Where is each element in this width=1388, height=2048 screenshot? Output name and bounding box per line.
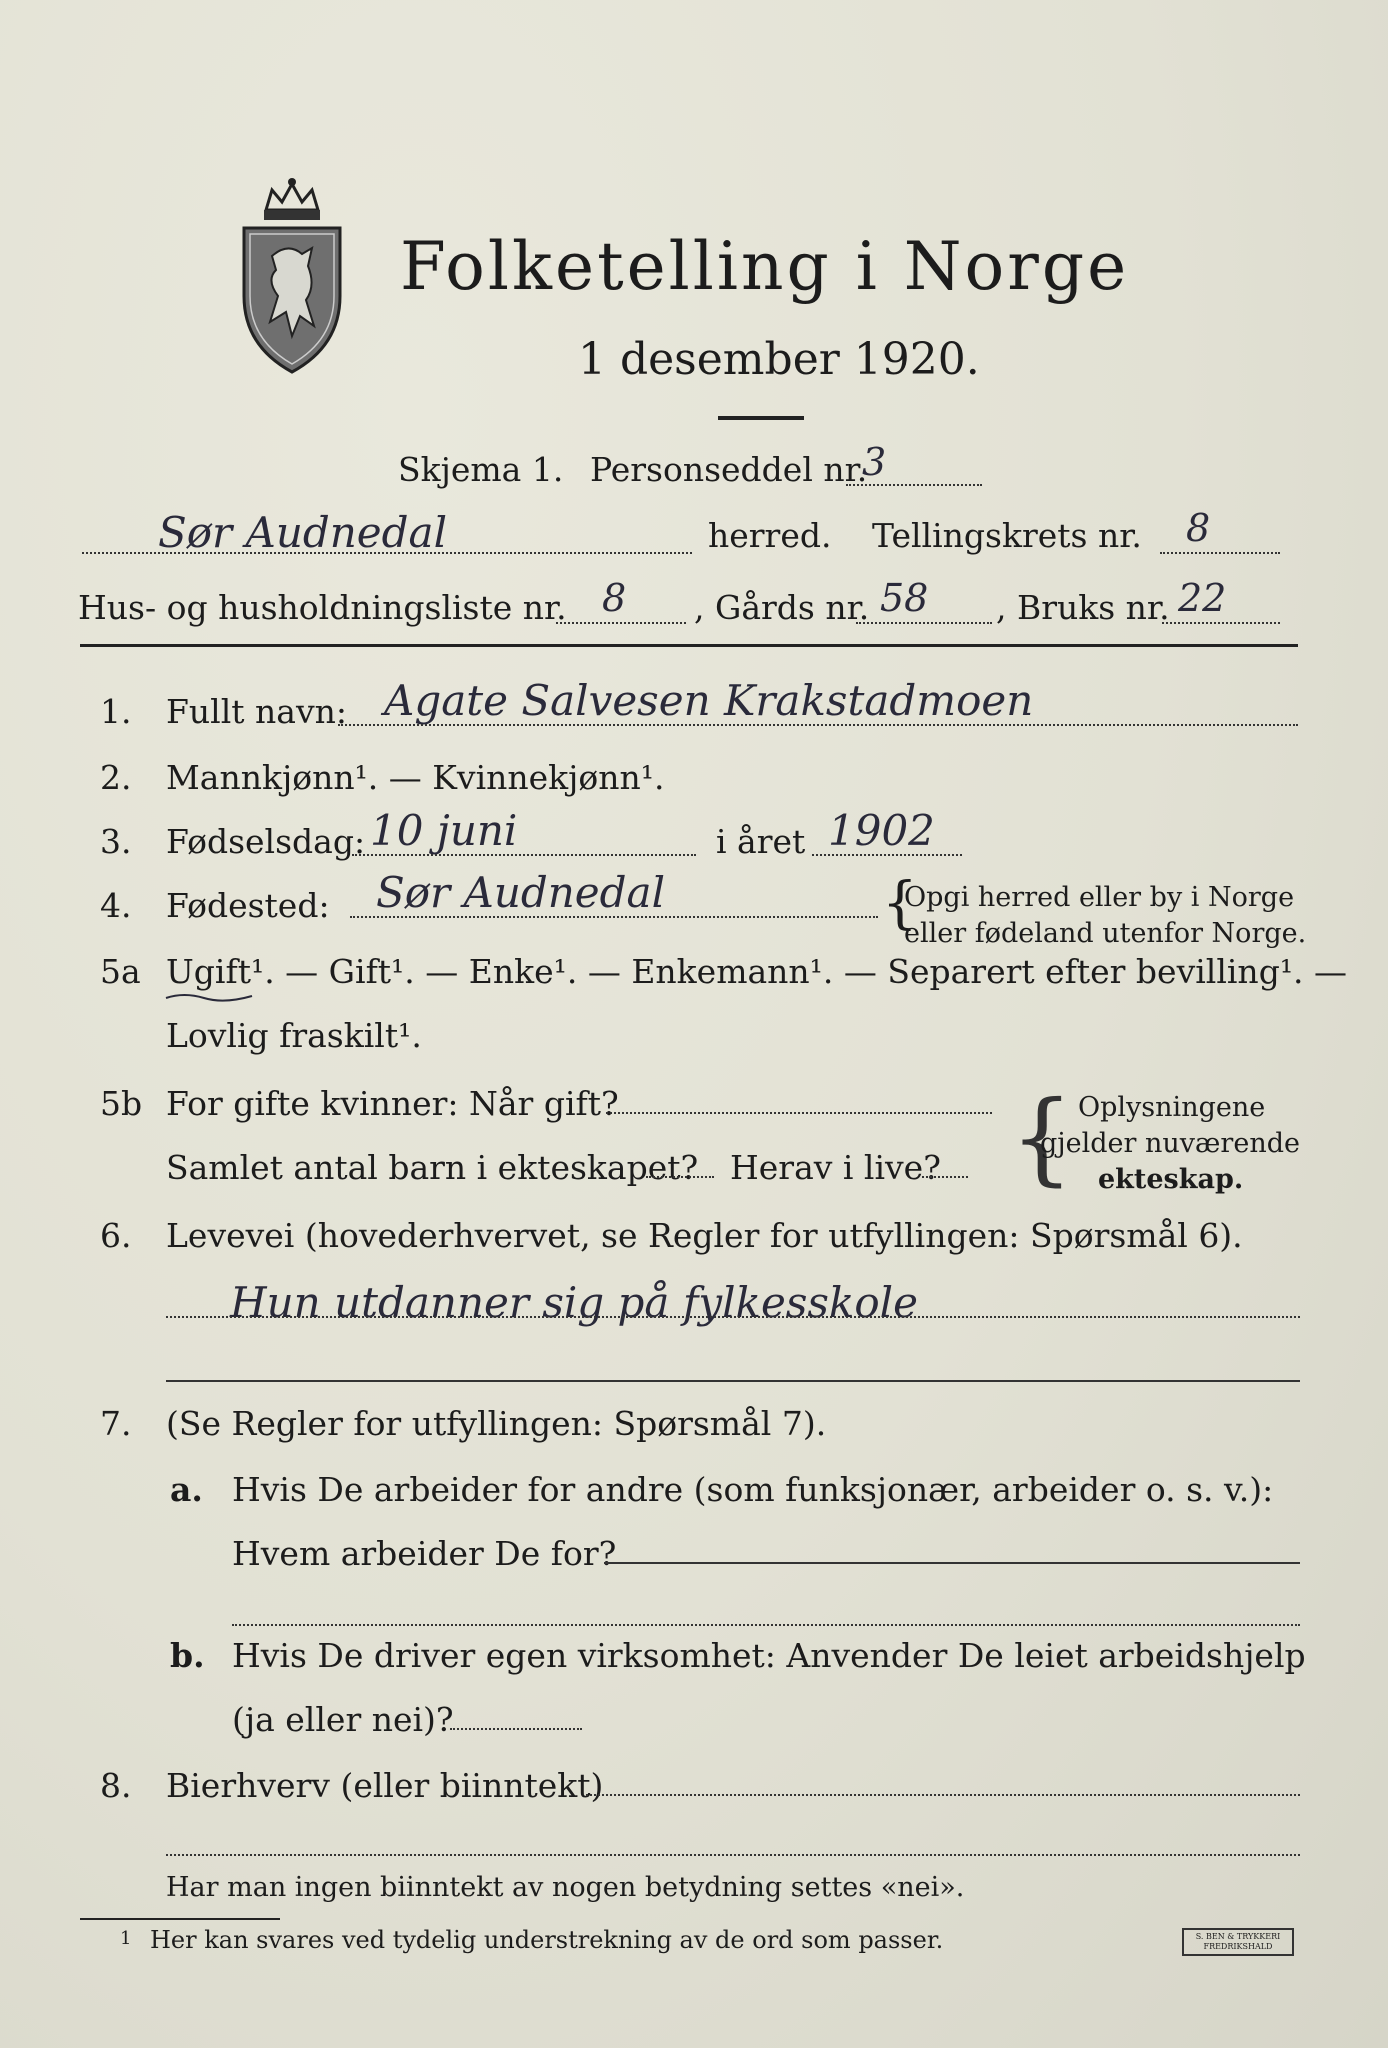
bruks-value[interactable]: 22 (1178, 576, 1227, 620)
q3-birthday-value[interactable]: 10 juni (370, 806, 518, 855)
tellingskrets-label: Tellingskrets nr. (872, 516, 1142, 555)
q7b-letter: b. (170, 1636, 205, 1675)
q3-year-value[interactable]: 1902 (828, 806, 935, 855)
q7b-dotted-line[interactable] (450, 1728, 582, 1730)
census-date: 1 desember 1920. (578, 334, 980, 385)
q1-label: Fullt navn: (166, 692, 347, 731)
herred-label: herred. (708, 516, 832, 555)
q5b-alive-dotted-line[interactable] (922, 1176, 968, 1178)
q1-number: 1. (100, 692, 132, 731)
norwegian-coat-of-arms-icon (236, 176, 348, 376)
q4-birthplace-value[interactable]: Sør Audnedal (376, 868, 666, 917)
printer-stamp: S. BEN & TRYKKERI FREDRIKSHALD (1182, 1928, 1294, 1956)
q8-label: Bierhverv (eller biinntekt) (166, 1766, 604, 1805)
q5a-number: 5a (100, 952, 141, 991)
q6-dotted-line-1 (166, 1316, 1300, 1318)
q5b-number: 5b (100, 1084, 143, 1123)
q2-sex-options[interactable]: Mannkjønn¹. — Kvinnekjønn¹. (166, 758, 665, 797)
q5b-children-label: Samlet antal barn i ekteskapet? (166, 1148, 699, 1187)
q3-day-dotted-line (352, 854, 696, 856)
bruks-label: , Bruks nr. (996, 588, 1170, 627)
q7-number: 7. (100, 1404, 132, 1443)
q8-dotted-line[interactable] (586, 1794, 1300, 1796)
q7a-extra-line[interactable] (232, 1624, 1300, 1626)
q6-number: 6. (100, 1216, 132, 1255)
q8-dotted-line-2[interactable] (166, 1854, 1300, 1856)
gards-label: , Gårds nr. (694, 588, 870, 627)
bruks-dotted-line (1162, 622, 1280, 624)
q1-full-name-value[interactable]: Agate Salvesen Krakstadmoen (384, 676, 1034, 725)
ugift-underline-mark (164, 990, 256, 1004)
footnote-rule (80, 1918, 280, 1920)
q5b-children-dotted-line[interactable] (646, 1176, 714, 1178)
q3-number: 3. (100, 822, 132, 861)
q5a-marital-options[interactable]: Ugift¹. — Gift¹. — Enke¹. — Enkemann¹. — Separert efter bevilling¹. — (166, 952, 1348, 991)
q3-year-dotted-line (812, 854, 962, 856)
q2-number: 2. (100, 758, 132, 797)
q6-label: Levevei (hovederhvervet, se Regler for utfyllingen: Spørsmål 6). (166, 1216, 1243, 1255)
q4-dotted-line (350, 916, 878, 918)
tellingskrets-value[interactable]: 8 (1186, 506, 1211, 550)
husliste-label: Hus- og husholdningsliste nr. (78, 588, 567, 627)
tellingskrets-dotted-line (1160, 552, 1280, 554)
q6-occupation-value[interactable]: Hun utdanner sig på fylkesskole (230, 1278, 918, 1327)
q7a-employer-label: Hvem arbeider De for? (232, 1534, 617, 1573)
q4-note-brace: { (882, 871, 918, 936)
q5a-marital-options-cont[interactable]: Lovlig fraskilt¹. (166, 1016, 422, 1055)
herred-value[interactable]: Sør Audnedal (158, 508, 448, 557)
footnote-mark: 1 (120, 1928, 132, 1949)
husliste-dotted-line (556, 622, 686, 624)
q1-dotted-line (338, 724, 1298, 726)
personseddel-value[interactable]: 3 (862, 440, 887, 484)
q7b-yes-no-label: (ja eller nei)? (232, 1700, 454, 1739)
q7a-question: Hvis De arbeider for andre (som funksjonær, arbeider o. s. v.): (232, 1470, 1274, 1509)
husliste-value[interactable]: 8 (602, 576, 627, 620)
q5b-when-married-label: For gifte kvinner: Når gift? (166, 1084, 619, 1123)
title-divider (718, 416, 804, 420)
personseddel-label: Personseddel nr. (590, 450, 868, 489)
q8-number: 8. (100, 1766, 132, 1805)
q6-line-2[interactable] (166, 1380, 1300, 1382)
personseddel-dotted-line (846, 484, 982, 486)
q5b-when-married-dotted-line[interactable] (606, 1112, 992, 1114)
q7b-question: Hvis De driver egen virksomhet: Anvender De leiet arbeidshjelp (232, 1636, 1306, 1675)
q5b-note-line2: gjelder nuværende (1040, 1128, 1300, 1159)
q7-label: (Se Regler for utfyllingen: Spørsmål 7). (166, 1404, 827, 1443)
q5b-note-brace: { (1010, 1079, 1074, 1196)
q8-note: Har man ingen biinntekt av nogen betydning settes «nei». (166, 1872, 965, 1903)
gards-dotted-line (856, 622, 992, 624)
q4-label: Fødested: (166, 886, 330, 925)
q4-number: 4. (100, 886, 132, 925)
form-title: Folketelling i Norge (400, 228, 1130, 305)
skjema-label: Skjema 1. (398, 450, 564, 489)
footnote-text: Her kan svares ved tydelig understrekning av de ord som passer. (150, 1926, 944, 1954)
gards-value[interactable]: 58 (880, 576, 929, 620)
q7a-employer-line[interactable] (604, 1562, 1300, 1564)
q3-label: Fødselsdag: (166, 822, 366, 861)
q4-note-line2: eller fødeland utenfor Norge. (904, 918, 1307, 949)
q3-year-label: i året (716, 822, 806, 861)
header-separator (80, 644, 1298, 647)
herred-dotted-line (82, 552, 692, 554)
q4-note-line1: Opgi herred eller by i Norge (904, 882, 1295, 913)
q5b-note-line3: ekteskap. (1098, 1164, 1244, 1195)
q5b-alive-label: Herav i live? (730, 1148, 941, 1187)
q7a-letter: a. (170, 1470, 203, 1509)
q5b-note-line1: Oplysningene (1078, 1092, 1266, 1123)
